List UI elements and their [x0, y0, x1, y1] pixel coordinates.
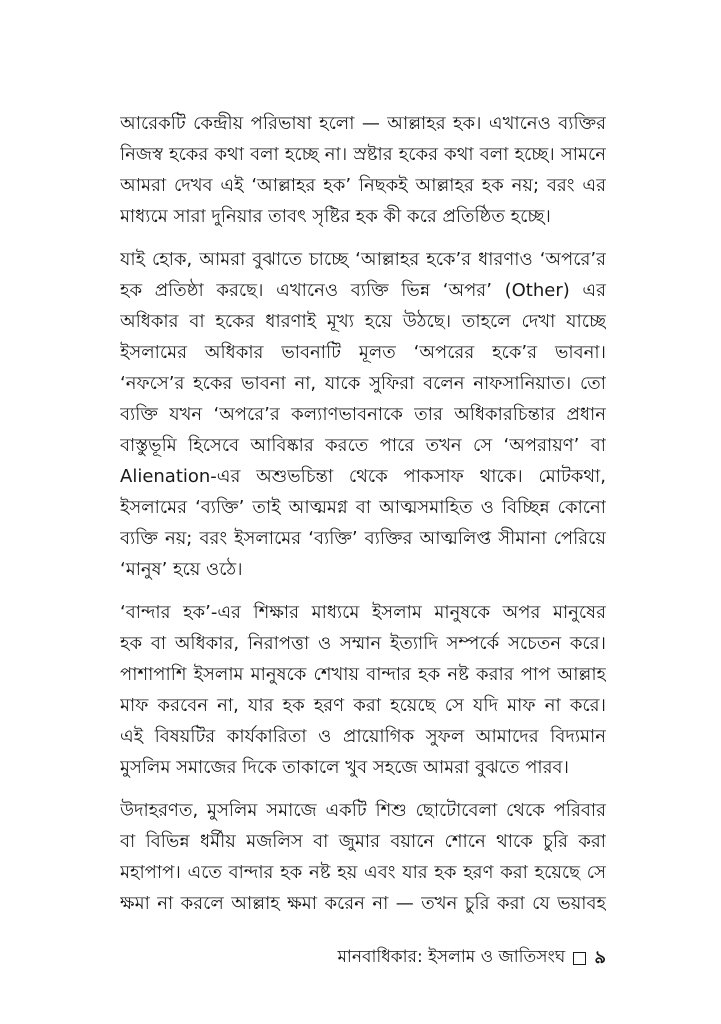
text-line: উদাহরণত, মুসলিম সমাজে একটি শিশু ছোটোবেলা থেকে পরিবার — [120, 800, 606, 821]
text-line: ‘নফসে’র হকের ভাবনা না, যাকে সুফিরা বলেন নাফসানিয়াত। তো — [120, 373, 606, 394]
text-line: ব্যক্তি নয়; বরং ইসলামের ‘ব্যক্তি’ ব্যক্তির আত্মলিপ্ত সীমানা পেরিয়ে — [120, 528, 606, 549]
paragraph-4 — [120, 795, 606, 919]
text-line: ক্ষমা না করলে আল্লাহ ক্ষমা করেন না — তখন চুরি করা যে ভয়াবহ — [120, 893, 606, 914]
text-line: হক বা অধিকার, নিরাপত্তা ও সম্মান ইত্যাদি সম্পর্কে সচেতন করে। — [120, 633, 606, 654]
text-line: ইসলামের অধিকার ভাবনাটি মূলত ‘অপরের হকে’র ভাবনা। — [120, 342, 606, 363]
text-line: ‘মানুষ’ হয়ে ওঠে। — [120, 559, 243, 580]
text-line: ‘বান্দার হক’-এর শিক্ষার মাধ্যমে ইসলাম মানুষকে অপর মানুষের — [120, 602, 606, 623]
page-number: ৯ — [594, 946, 606, 968]
text-line: আমরা দেখব এই ‘আল্লাহর হক’ নিছকই আল্লাহর হক নয়; বরং এর — [120, 175, 606, 196]
page-body — [120, 108, 606, 931]
text-line: বাস্তুভূমি হিসেবে আবিষ্কার করতে পারে তখন সে ‘অপরায়ণ’ বা — [120, 435, 606, 456]
text-line: মাফ করবেন না, যার হক হরণ করা হয়েছে সে যদি মাফ না করে। — [120, 695, 606, 716]
text-line: মুসলিম সমাজের দিকে তাকালে খুব সহজে আমরা বুঝতে পারব। — [120, 757, 569, 778]
text-line: আরেকটি কেন্দ্রীয় পরিভাষা হলো — আল্লাহর হক। এখানেও ব্যক্তির — [120, 113, 606, 134]
text-line: ইসলামের ‘ব্যক্তি’ তাই আত্মমগ্ন বা আত্মসমাহিত ও বিচ্ছিন্ন কোনো — [120, 497, 606, 518]
text-line: বা বিভিন্ন ধর্মীয় মজলিস বা জুমার বয়ানে শোনে থাকে চুরি করা — [120, 831, 606, 852]
text-line: নিজস্ব হকের কথা বলা হচ্ছে না। স্রষ্টার হকের কথা বলা হচ্ছে। সামনে — [120, 144, 606, 165]
text-line: অধিকার বা হকের ধারণাই মূখ্য হয়ে উঠছে। তাহলে দেখা যাচ্ছে — [120, 311, 606, 332]
text-line: মাধ্যমে সারা দুনিয়ার তাবৎ সৃষ্টির হক কী করে প্রতিষ্ঠিত হচ্ছে। — [120, 206, 551, 227]
text-line: হক প্রতিষ্ঠা করছে। এখানেও ব্যক্তি ভিন্ন ‘অপর’ (Other) এর — [120, 280, 606, 301]
page-footer — [120, 944, 606, 972]
paragraph-3 — [120, 597, 606, 783]
text-line: ব্যক্তি যখন ‘অপরে’র কল্যাণভাবনাকে তার অধিকারচিন্তার প্রধান — [120, 404, 606, 425]
running-title: মানবাধিকার: ইসলাম ও জাতিসংঘ — [337, 947, 566, 967]
square-ornament-icon — [573, 952, 586, 965]
text-line: পাশাপাশি ইসলাম মানুষকে শেখায় বান্দার হক নষ্ট করার পাপ আল্লাহ — [120, 664, 606, 685]
text-line: মহাপাপ। এতে বান্দার হক নষ্ট হয় এবং যার হক হরণ করা হয়েছে সে — [120, 862, 606, 883]
paragraph-2 — [120, 244, 606, 585]
text-line: যাই হোক, আমরা বুঝাতে চাচ্ছে ‘আল্লাহর হকে’র ধারণাও ‘অপরে’র — [120, 249, 606, 270]
paragraph-1 — [120, 108, 606, 232]
text-line: এই বিষয়টির কার্যকারিতা ও প্রায়োগিক সুফল আমাদের বিদ্যমান — [120, 726, 606, 747]
text-line: Alienation-এর অশুভচিন্তা থেকে পাকসাফ থাকে। মোটকথা, — [120, 466, 606, 487]
